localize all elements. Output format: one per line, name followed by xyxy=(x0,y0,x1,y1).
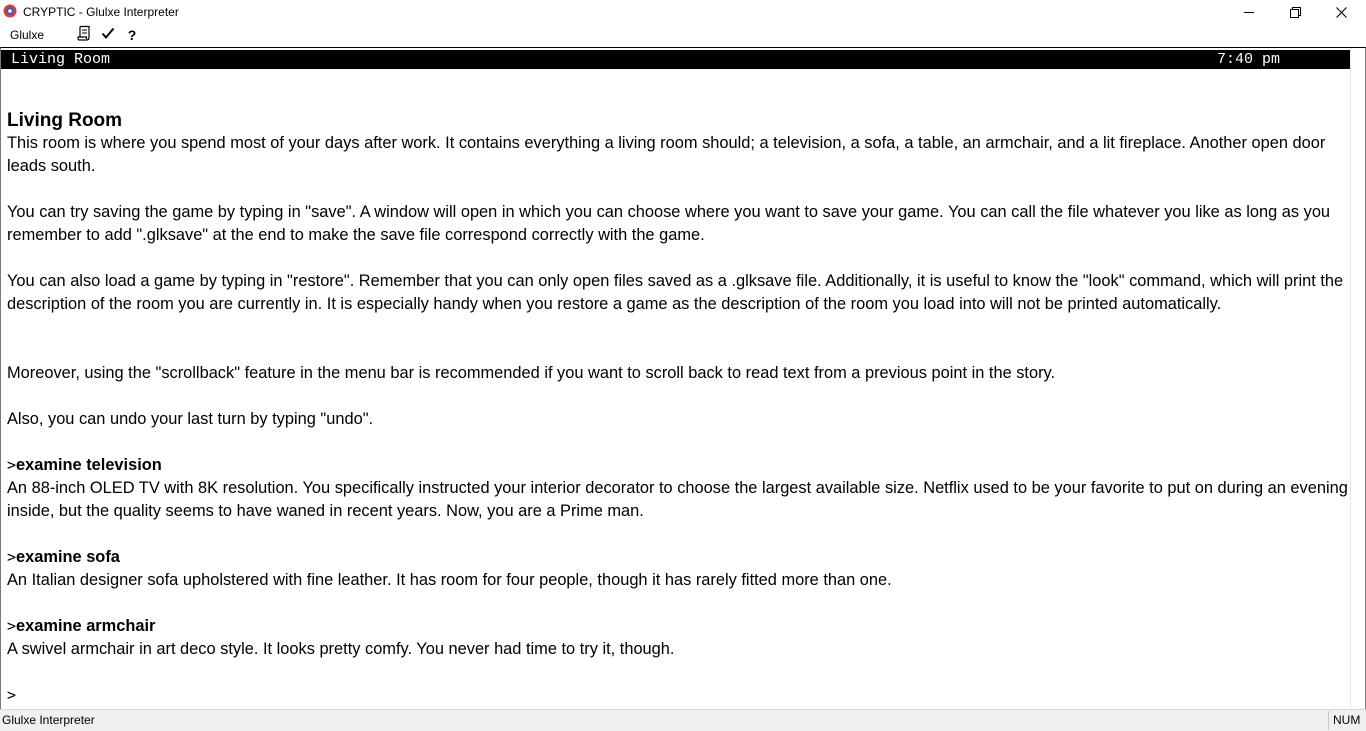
story-paragraph: Also, you can undo your last turn by typing "undo". xyxy=(7,410,374,428)
close-icon xyxy=(1336,7,1347,18)
prompt-symbol: > xyxy=(7,548,17,566)
command-line xyxy=(7,546,120,569)
command-text: examine armchair xyxy=(16,617,156,635)
check-button[interactable] xyxy=(100,27,116,43)
command-line xyxy=(7,615,155,638)
status-time: 7:40 pm xyxy=(1217,51,1281,68)
menu-bar xyxy=(0,24,1366,46)
status-bar-text: Glulxe Interpreter xyxy=(2,713,95,727)
scroll-icon xyxy=(77,25,91,46)
minimize-button[interactable] xyxy=(1226,0,1272,24)
minimize-icon xyxy=(1244,7,1254,17)
command-response: A swivel armchair in art deco style. It looks pretty comfy. You never had time to try it, though. xyxy=(7,640,675,658)
scrollback-button[interactable] xyxy=(76,27,92,43)
title-bar xyxy=(0,0,1366,24)
story-paragraph: Moreover, using the "scrollback" feature in the menu bar is recommended if you want to scroll back to read text from a previous point in the story. xyxy=(7,364,1056,382)
room-title: Living Room xyxy=(7,110,123,131)
status-room-name: Living Room xyxy=(11,51,111,68)
story-paragraph: You can try saving the game by typing in "save". A window will open in which you can choose where you want to save your game. You can call the file whatever you like as long as you remember to add ".glksave" at the end to make the save file correspond correctly with the game. xyxy=(7,203,1331,244)
room-description: This room is where you spend most of your days after work. It contains everything a living room should; a television, a sofa, a table, an armchair, and a lit fireplace. Another open door leads south. xyxy=(7,134,1326,175)
input-prompt: > xyxy=(7,686,17,704)
menu-glulxe[interactable]: Glulxe xyxy=(10,28,45,42)
checkmark-icon xyxy=(101,26,115,45)
restore-button[interactable] xyxy=(1272,0,1318,24)
input-line[interactable] xyxy=(7,684,16,707)
num-lock-indicator: NUM xyxy=(1328,711,1364,730)
close-button[interactable] xyxy=(1318,0,1364,24)
window-title: CRYPTIC - Glulxe Interpreter xyxy=(23,5,179,19)
help-button[interactable] xyxy=(124,27,140,43)
prompt-symbol: > xyxy=(7,617,17,635)
restore-icon xyxy=(1290,7,1301,18)
command-text: examine sofa xyxy=(16,548,120,566)
interpreter-app-icon xyxy=(3,4,17,18)
command-line xyxy=(7,454,162,477)
story-paragraph: You can also load a game by typing in "restore". Remember that you can only open files saved as a .glksave file. Additionally, it is useful to know the "look" command, which will print the description of the room you are currently in. It is especially handy when you restore a game as the description of the room you load into will not be printed automatically. xyxy=(7,272,1344,313)
scrollbar[interactable] xyxy=(1350,48,1365,709)
command-text: examine television xyxy=(16,456,162,474)
command-response: An 88-inch OLED TV with 8K resolution. You specifically instructed your interior decorator to choose the largest available size. Netflix used to be your favorite to put on during an evening inside, but the quality seems to have waned in recent years. Now, you are a Prime man. xyxy=(7,479,1348,520)
help-icon: ? xyxy=(127,27,137,43)
status-bar xyxy=(0,709,1366,731)
game-frame xyxy=(0,47,1366,710)
prompt-symbol: > xyxy=(7,456,17,474)
status-line xyxy=(1,50,1350,69)
command-response: An Italian designer sofa upholstered with fine leather. It has room for four people, though it has rarely fitted more than one. xyxy=(7,571,892,589)
